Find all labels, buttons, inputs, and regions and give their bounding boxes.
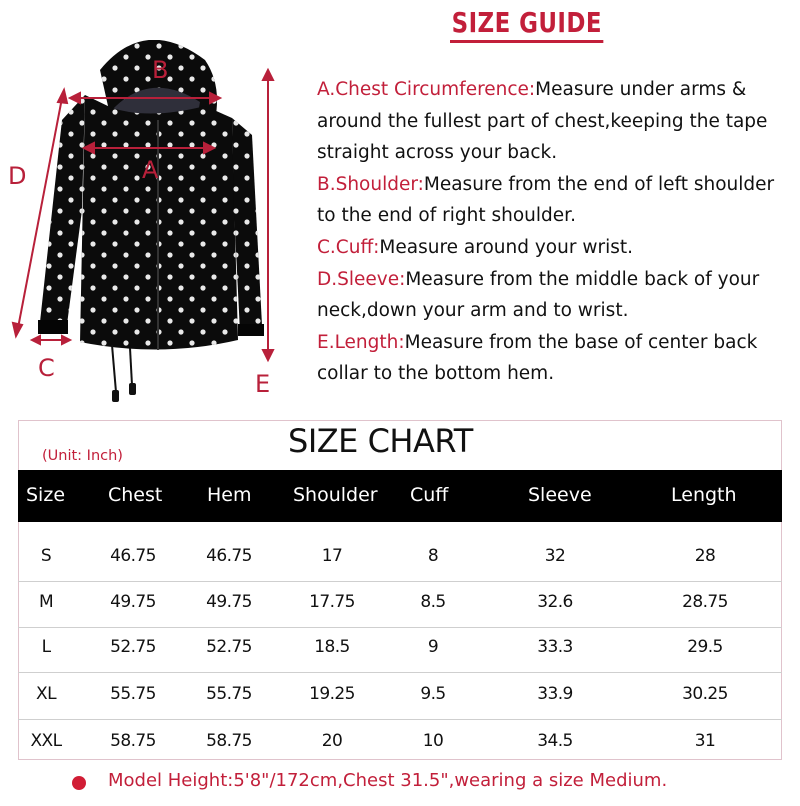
cell-chest: 49.75 (110, 592, 156, 612)
size-guide-text (317, 74, 797, 390)
cell-shoulder: 17.75 (309, 592, 355, 612)
model-note-text: Model Height:5'8"/172cm,Chest 31.5",wearing a size Medium. (108, 770, 668, 791)
cell-cuff: 10 (422, 731, 444, 751)
guide-text: collar to the bottom hem. (317, 363, 555, 385)
cell-sleeve: 32 (544, 546, 566, 566)
guide-row (317, 358, 797, 390)
cell-cuff: 8.5 (420, 592, 446, 612)
cell-size: XL (36, 684, 56, 704)
guide-text: Measure from the middle back of your (405, 268, 760, 290)
model-note (70, 770, 667, 791)
cell-hem: 52.75 (206, 637, 252, 657)
header-cuff: Cuff (410, 484, 449, 506)
cell-cuff: 9 (427, 637, 439, 657)
cell-hem: 46.75 (206, 546, 252, 566)
label-d: D (8, 162, 27, 190)
header-length: Length (671, 484, 737, 506)
cell-size: S (40, 546, 52, 566)
cell-hem: 49.75 (206, 592, 252, 612)
size-chart-title: SIZE CHART (288, 422, 473, 460)
unit-label: (Unit: Inch) (42, 448, 123, 464)
guide-text: around the fullest part of chest,keeping the tape (317, 110, 768, 132)
cell-hem: 58.75 (206, 731, 252, 751)
cell-length: 28.75 (682, 592, 728, 612)
label-b: B (152, 56, 169, 84)
size-guide-title: SIZE GUIDE (450, 6, 604, 43)
cell-length: 31 (694, 731, 716, 751)
guide-row (317, 137, 797, 169)
guide-term: C.Cuff: (317, 236, 380, 258)
cell-length: 28 (694, 546, 716, 566)
guide-text: Measure from the end of left shoulder (423, 173, 775, 195)
guide-row (317, 264, 797, 296)
row-divider (18, 672, 782, 673)
cell-shoulder: 17 (321, 546, 343, 566)
guide-row (317, 200, 797, 232)
guide-term: A.Chest Circumference: (317, 79, 536, 100)
cell-hem: 55.75 (206, 684, 252, 704)
header-hem: Hem (207, 484, 252, 506)
guide-text: straight across your back. (317, 142, 558, 164)
cell-size: M (38, 592, 54, 612)
cell-chest: 46.75 (110, 546, 156, 566)
cell-size: XXL (30, 731, 62, 751)
guide-row (317, 106, 797, 138)
guide-row (317, 327, 797, 359)
cell-sleeve: 34.5 (537, 731, 573, 751)
guide-text: to the end of right shoulder. (317, 205, 576, 227)
guide-term: D.Sleeve: (317, 268, 406, 290)
guide-row (317, 74, 797, 106)
guide-row (317, 295, 797, 327)
cell-chest: 58.75 (110, 731, 156, 751)
guide-row (317, 232, 797, 264)
guide-text: Measure from the base of center back (404, 331, 758, 353)
guide-text: Measure around your wrist. (379, 236, 633, 258)
cell-length: 29.5 (687, 637, 723, 657)
cell-cuff: 9.5 (420, 684, 446, 704)
header-size: Size (26, 484, 66, 506)
guide-term: B.Shoulder: (317, 173, 424, 195)
cell-cuff: 8 (427, 546, 439, 566)
label-e: E (255, 370, 271, 398)
header-sleeve: Sleeve (528, 484, 592, 506)
cell-shoulder: 19.25 (309, 684, 355, 704)
cell-shoulder: 20 (321, 731, 343, 751)
row-divider (18, 627, 782, 628)
guide-text: neck,down your arm and to wrist. (317, 300, 629, 322)
cell-shoulder: 18.5 (314, 637, 350, 657)
label-c: C (38, 354, 55, 382)
guide-term: E.Length: (317, 331, 405, 353)
row-divider (18, 719, 782, 720)
guide-row (317, 169, 797, 201)
cell-chest: 55.75 (110, 684, 156, 704)
cell-sleeve: 32.6 (537, 592, 573, 612)
header-shoulder: Shoulder (293, 484, 378, 506)
cell-sleeve: 33.3 (537, 637, 573, 657)
guide-text: Measure under arms & (535, 79, 747, 100)
label-a: A (142, 156, 159, 184)
cell-chest: 52.75 (110, 637, 156, 657)
cell-length: 30.25 (682, 684, 728, 704)
row-divider (18, 581, 782, 582)
cell-size: L (41, 637, 51, 657)
cell-sleeve: 33.9 (537, 684, 573, 704)
header-chest: Chest (108, 484, 163, 506)
